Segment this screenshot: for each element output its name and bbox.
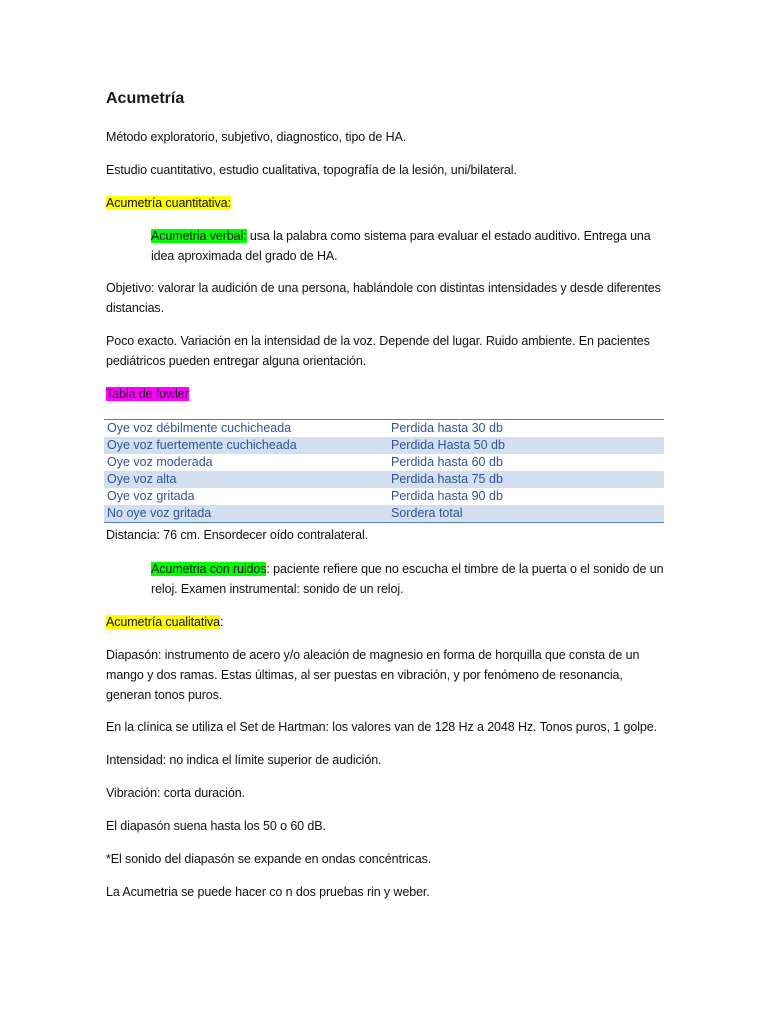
table-row (104, 420, 664, 438)
table-cell-loss: Perdida hasta 30 db (391, 421, 503, 435)
table-row (104, 505, 664, 523)
table-cell-loss: Perdida hasta 75 db (388, 471, 664, 488)
highlight-ruidos: Acumetria con ruidos (151, 562, 267, 576)
highlight-tabla: Tabla de fowler (106, 387, 189, 401)
distancia-paragraph: Distancia: 76 cm. Ensordecer oído contralateral. (106, 528, 368, 542)
ruidos-text: : paciente refiere que no escucha el timbre de la puerta o el sonido de un reloj. Examen instrumental: sonido de un reloj. (151, 562, 664, 596)
table-cell-loss: Perdida Hasta 50 db (388, 437, 664, 454)
table-cell-hearing: No oye voz gritada (104, 505, 388, 523)
study-paragraph: Estudio cuantitativo, estudio cualitativa, topografía de la lesión, uni/bilateral. (106, 163, 517, 177)
table-cell-loss: Perdida hasta 90 db (391, 489, 503, 503)
fowler-table (104, 419, 664, 523)
highlight-cualitativa: Acumetría cualitativa (106, 615, 220, 629)
objetivo-paragraph: Objetivo: valorar la audición de una persona, hablándole con distintas intensidades y desde diferentes distancias. (106, 281, 661, 315)
page-title: Acumetría (106, 90, 185, 107)
section-heading-cuantitativa (106, 193, 666, 213)
verbal-text: usa la palabra como sistema para evaluar el estado auditivo. Entrega una idea aproximada del grado de HA. (151, 229, 651, 263)
table-row (104, 488, 664, 505)
ondas-paragraph: *El sonido del diapasón se expande en ondas concéntricas. (106, 852, 432, 866)
table-cell-hearing: Oye voz débilmente cuchicheada (107, 421, 292, 435)
table-row (104, 437, 664, 454)
diapason-paragraph: Diapasón: instrumento de acero y/o aleación de magnesio en forma de horquilla que consta de un mango y dos ramas. Estas últimas, al ser puestas en vibración, y por fenómeno de resonancia, generan tonos puros. (106, 648, 640, 702)
table-cell-hearing: Oye voz alta (104, 471, 388, 488)
tabla-heading (106, 384, 666, 404)
intensidad-paragraph: Intensidad: no indica el límite superior de audición. (106, 753, 382, 767)
table-row (104, 454, 664, 471)
ruidos-paragraph (106, 559, 666, 599)
highlight-cuantitativa: Acumetría cuantitativa: (106, 196, 231, 210)
table-cell-hearing: Oye voz moderada (107, 455, 213, 469)
vibracion-paragraph: Vibración: corta duración. (106, 786, 245, 800)
clinica-paragraph: En la clínica se utiliza el Set de Hartman: los valores van de 128 Hz a 2048 Hz. Tonos puros, 1 golpe. (106, 720, 657, 734)
poco-exacto-paragraph: Poco exacto. Variación en la intensidad de la voz. Depende del lugar. Ruido ambiente. En pacientes pediátricos pueden entregar alguna orientación. (106, 334, 650, 368)
section-heading-cualitativa (106, 612, 666, 632)
highlight-verbal: Acumetria verbal: (151, 229, 247, 243)
cualitativa-colon: : (219, 615, 224, 629)
intro-paragraph: Método exploratorio, subjetivo, diagnostico, tipo de HA. (106, 130, 407, 144)
table-cell-loss: Perdida hasta 60 db (391, 455, 503, 469)
table-cell-loss: Sordera total (388, 505, 664, 523)
suena-paragraph: El diapasón suena hasta los 50 o 60 dB. (106, 819, 326, 833)
verbal-paragraph (106, 226, 666, 266)
table-cell-hearing: Oye voz fuertemente cuchicheada (104, 437, 388, 454)
table-cell-hearing: Oye voz gritada (107, 489, 195, 503)
table-row (104, 471, 664, 488)
pruebas-paragraph: La Acumetria se puede hacer co n dos pruebas rin y weber. (106, 885, 430, 899)
